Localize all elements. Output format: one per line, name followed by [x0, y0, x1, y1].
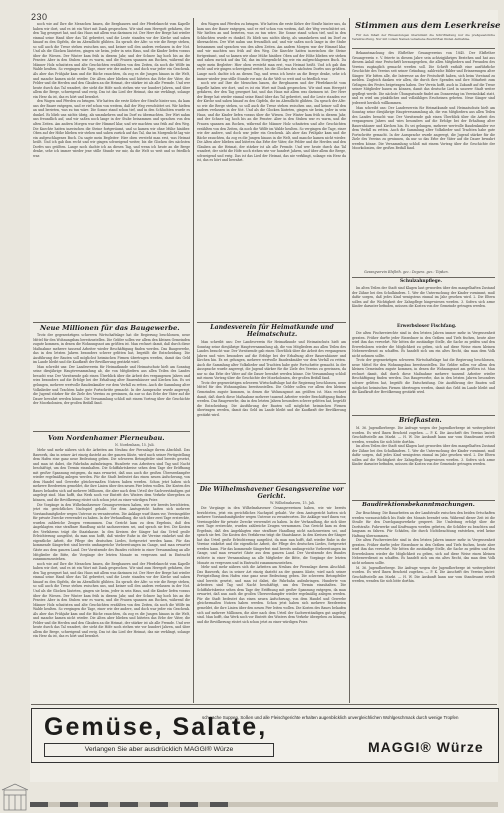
article-pier-text-2: Die Vorgänge in den Wilhelmshavener Gesangsvereinen haben, wie wir bereits berichteten, jetzt ein gerichtliches Nachspiel gehabt. Vor dem Amtsgericht hatten sich mehrere Vorstandsmitglieder wegen Untreue zu verantworten. Die Anklage warf ihnen vor, Vereinsgelder für private Zwecke verwendet zu haben. In der Verhandlung, die sich über zwei Tage erstreckte, wurden zahlreiche Zeugen vernommen. Das Gericht kam zu dem Ergebnis, daß den Angeklagten eine strafbare Handlung nicht nachzuweisen sei, und sprach sie frei. Die Kosten des Verfahrens trägt die Staatskasse. In den Kreisen der Sänger hat das Urteil große Erleichterung ausgelöst, da man nun hofft, daß wieder Ruhe in die Vereine einkehrt und die eigentliche Arbeit, die Pflege des deutschen Liedes, fortgesetzt werden kann. Für das kommende Sängerfest sind bereits umfangreiche Vorbereitungen im Gange, und man erwartet Gäste aus dem ganzen Land. Der Vorsitzende des Bundes richtete in einer Versammlung an alle Mitglieder die Bitte, die Vorgänge der letzten Monate zu vergessen und in Eintracht zusammenzustehen.	[33, 502, 190, 562]
maggi-advertisement	[31, 708, 499, 763]
rule-col3-0	[352, 48, 495, 49]
heading-new-millions: Neue Millionen für das Baugewerbe.	[40, 324, 180, 332]
rule-bottom	[31, 704, 497, 705]
ad-description: schwache Suppen, Soßen und alle Fleischgerichte erhalten augenblicklich unvergleichlichen Wohlgeschmack durch wenige Tropfen	[202, 715, 459, 720]
article-gesangvereine-text-2: Mehr und mehr nähern sich die Arbeiten am Neubau der Pieranlage ihrem Abschluß. Das Bauwerk, das in seiner Art einzig dasteht an der ganzen Küste, wird nach seiner Fertigstellung dem Hafen eine ganz neue Bedeutung geben. Die schweren Betonpfeiler sind bereits gesetzt, und man ist dabei, die Fahrbahn aufzubringen. Hunderte von Arbeitern sind Tag und Nacht beschäftigt, um den Termin einzuhalten. Die Schiffahrtskreise sehen dem Tage der Eröffnung mit großer Spannung entgegen, da man erwartet, daß nun auch die großen Überseedampfer wieder regelmäßig anlegen werden. Für die Stadt bedeutet das einen neuen Aufschwung, von dem Handel und Gewerbe gleichermaßen Nutzen haben werden. Schon jetzt haben sich mehrere Reedereien gemeldet, die ihre Linien über den neuen Pier leiten wollen. Die Kosten des Baues belaufen sich auf mehrere Millionen, die aber nach dem Urteil der Sachverständigen gut angelegt sind. Man hofft, das Werk noch vor Eintritt des Winters dem Verkehr übergeben zu können, und die Bevölkerung rüstet sich schon jetzt zu einer würdigen Feier.	[197, 565, 346, 624]
rule-col2-2	[197, 483, 346, 484]
page-number: 230	[31, 12, 48, 22]
column-divider-2	[349, 18, 350, 703]
article-gesangverein-elsfleth-text: Bekanntmachung des Elsflether Gesangvereins von 1845. Der Elsflether Gesangverein e. V. feierte in diesem Jahre sein achtzigjähriges Bestehen und hat aus diesem Anlaß eine Festschrift herausgegeben, die allen Mitgliedern und Freunden des Vereins zugänglich gemacht werden soll. Die Schrift enthält eine ausführliche Geschichte des Vereins seit seiner Gründung, zahlreiche Bilder und Erinnerungen alter Sänger. Wir bitten alle, die Interesse an der Festschrift haben, sich beim Vorstand zu melden. Zugleich danken wir allen, die durch ihre Spenden und ihre Mitarbeit zum Gelingen des Festes beigetragen haben. Der Verein hofft, auch in Zukunft auf die Treue seiner Mitglieder bauen zu können, damit das deutsche Lied in unserer Stadt weiter gepflegt werde. Die nächste Übungsstunde findet am Donnerstag im Vereinslokal statt, und es wird um pünktliches und vollzähliges Erscheinen gebeten. Neue Sänger sind jederzeit herzlich willkommen.	[352, 51, 495, 106]
rule-col1-1	[33, 322, 190, 323]
heading-gesangvereine: Die Wilhelmshavener Gesangsvereine vor Gericht.	[199, 486, 344, 500]
leserkreise-intro	[352, 33, 495, 47]
article-gesangverein-elsfleth-text-2: Man schreibt uns: Der Landesverein für Heimatkunde und Heimatschutz hielt am Sonntag seine diesjährige Hauptversammlung ab, die von Mitgliedern aus allen Teilen des Landes besucht war. Der Vorsitzende gab einen Überblick über die Arbeit des vergangenen Jahres und wies besonders auf die Erfolge bei der Erhaltung alter Bauernhäuser und Kirchen hin. Es sei gelungen, mehrere wertvolle Baudenkmäler vor dem Verfall zu retten. Auch die Sammlung alter Volkslieder und Trachten habe gute Fortschritte gemacht. In der Aussprache wurde angeregt, die Jugend stärker für die Ziele des Vereins zu gewinnen, da nur so das Erbe der Väter auf die Dauer bewahrt werden könne. Die Versammlung schloß mit einem Vortrag über die Geschichte der Moorkolonien, der großen Beifall fand.	[352, 105, 495, 151]
article-pier	[33, 448, 190, 703]
article-baudirektion	[352, 511, 495, 703]
article-baudirektion-text-3: M. 36. Jugendherberge. Die Anfrage wegen der Jugendherberge ist weitergeleitet worden. Es wird Ihnen Bescheid zugehen. — P. K. Die Anschrift des Vereins lautet: Geschäftsstelle am Markt. — H. W. Die Auskunft kann nur vom Standesamt erteilt werden, wenden Sie sich bitte dorthin.	[352, 565, 495, 584]
article-gesangverein-elsfleth	[352, 51, 495, 269]
rule-col2-1	[197, 322, 346, 323]
ad-callout-box: Verlangen Sie aber ausdrücklich MAGGI® Würze	[44, 743, 274, 757]
article-gesangvereine	[197, 506, 346, 703]
heading-schulzahnpflege: Schulzahnpflege.	[400, 279, 443, 284]
rule-col3-3	[352, 500, 495, 501]
signature-line: Gesangverein Elsfleth. gez.: Degenz. gez.: Töpken.	[364, 270, 449, 274]
article-schulzahnpflege	[352, 286, 495, 323]
ad-headline: Gemüse, Salate,	[44, 713, 268, 741]
heading-baudirektion: Baudirektionsbekanntmachungen.	[362, 502, 475, 508]
column-1-top-article	[33, 22, 190, 321]
article-baudirektion-text-2: Die alten Fischereirechte sind in den letzten Jahren immer mehr in Vergessenheit geraten. Früher durfte jeder Einwohner in den Gräben und Tiefs fischen, heute aber wird ihm das verwehrt. Wir bitten die zuständige Stelle, die Sache zu prüfen und den Erwerbslosen wieder die Möglichkeit zu geben, sich auf diese Weise einen kleinen Nebenverdienst zu schaffen. Es handelt sich um ein altes Recht, das man dem Volk nicht nehmen sollte.	[352, 538, 495, 566]
column-divider-1	[193, 18, 194, 703]
article-schulzahnpflege-text: Im alten Teilen der Stadt sind Klagen laut geworden über den mangelhaften Zustand der Zähne bei den Schulkindern. 1. Wer die Untersuchung der Kinder vornimmt, muß dafür sorgen, daß jedes Kind wenigstens einmal im Jahr gesehen wird. 2. Die Eltern sollen auf die Wichtigkeit der Zahnpflege hingewiesen werden. 3. Sofern sich arme Kinder darunter befinden, müssen die Kosten von der Gemeinde getragen werden.	[352, 286, 495, 309]
article-gesangvereine-text: Die Vorgänge in den Wilhelmshavener Gesangsvereinen haben, wie wir bereits berichteten, jetzt ein gerichtliches Nachspiel gehabt. Vor dem Amtsgericht hatten sich mehrere Vorstandsmitglieder wegen Untreue zu verantworten. Die Anklage warf ihnen vor, Vereinsgelder für private Zwecke verwendet zu haben. In der Verhandlung, die sich über zwei Tage erstreckte, wurden zahlreiche Zeugen vernommen. Das Gericht kam zu dem Ergebnis, daß den Angeklagten eine strafbare Handlung nicht nachzuweisen sei, und sprach sie frei. Die Kosten des Verfahrens trägt die Staatskasse. In den Kreisen der Sänger hat das Urteil große Erleichterung ausgelöst, da man nun hofft, daß wieder Ruhe in die Vereine einkehrt und die eigentliche Arbeit, die Pflege des deutschen Liedes, fortgesetzt werden kann. Für das kommende Sängerfest sind bereits umfangreiche Vorbereitungen im Gange, und man erwartet Gäste aus dem ganzen Land. Der Vorsitzende des Bundes richtete in einer Versammlung an alle Mitglieder die Bitte, die Vorgänge der letzten Monate zu vergessen und in Eintracht zusammenzustehen.	[197, 506, 346, 565]
article-briefkasten-text-2: Im alten Teilen der Stadt sind Klagen laut geworden über den mangelhaften Zustand der Zähne bei den Schulkindern. 1. Wer die Untersuchung der Kinder vornimmt, muß dafür sorgen, daß jedes Kind wenigstens einmal im Jahr gesehen wird. 2. Die Eltern sollen auf die Wichtigkeit der Zahnpflege hingewiesen werden. 3. Sofern sich arme Kinder darunter befinden, müssen die Kosten von der Gemeinde getragen werden.	[352, 444, 495, 467]
article-briefkasten-text: M. 36. Jugendherberge. Die Anfrage wegen der Jugendherberge ist weitergeleitet worden. Es wird Ihnen Bescheid zugehen. — P. K. Die Anschrift des Vereins lautet: Geschäftsstelle am Markt. — H. W. Die Auskunft kann nur vom Standesamt erteilt werden, wenden Sie sich bitte dorthin.	[352, 426, 495, 444]
column-2-top-article	[197, 22, 346, 321]
dateline-pier: N. Nordenham, 15. Juli.	[115, 443, 155, 447]
column-1-top-text: noch wie auf Ihre die Menschen bauen, die Bergbauern und der Pferdeknecht vom Kapelle haben wir dort, und es ist ein Wort mit Dank gesprochen. Wir sind zum Herrgott gefahren, der den Tag gesegnet hat, und das Haus mit allem was darinnen ist. Der Herr der Berge hat wieder einmal seine Hand über das Tal gebreitet, und die Leute standen vor der Kirche und sahen hinauf zu den Gipfeln, die im Abendlicht glühten. Da sprach der Alte: so wie die Berge stehen, so soll auch die Treue stehen zwischen uns, und keiner soll den andern verlassen in der Not. Und als die Glocken läuteten, gingen sie heim, jeder in sein Haus, und die Kinder liefen voraus über die Wiesen. Der Winter kam früh in diesem Jahr, und der Schnee lag hoch bis an die Fenster. Aber in den Stuben war es warm, und die Frauen spannen am Rocken, während die Männer Holz schnitzten und alte Geschichten erzählten von den Zeiten, da noch die Wölfe im Walde heulten. So vergingen die Tage, einer wie der andere, und doch war jeder ein Geschenk. Als aber das Frühjahr kam und die Bäche rauschten, da zog es die Jungen hinaus in die Welt, und manche kamen nicht wieder. Die Alten aber blieben und hüteten das Erbe der Väter, die Felder und die Herden und den Glauben an die Heimat, der stärker ist als alle Fremde. Und wer heute durch das Tal wandert, der sieht die Höfe noch stehen wie vor hundert Jahren, und über allem die Berge, schweigend und ewig. Das ist das Lied der Heimat, das nie verklingt, solange ein Herz da ist, das es hört und bewahrt.	[33, 22, 190, 99]
column-2-top-text-continued: noch wie auf Ihre die Menschen bauen, die Bergbauern und der Pferdeknecht vom Kapelle haben wir dort, und es ist ein Wort mit Dank gesprochen. Wir sind zum Herrgott gefahren, der den Tag gesegnet hat, und das Haus mit allem was darinnen ist. Der Herr der Berge hat wieder einmal seine Hand über das Tal gebreitet, und die Leute standen vor der Kirche und sahen hinauf zu den Gipfeln, die im Abendlicht glühten. Da sprach der Alte: so wie die Berge stehen, so soll auch die Treue stehen zwischen uns, und keiner soll den andern verlassen in der Not. Und als die Glocken läuteten, gingen sie heim, jeder in sein Haus, und die Kinder liefen voraus über die Wiesen. Der Winter kam früh in diesem Jahr, und der Schnee lag hoch bis an die Fenster. Aber in den Stuben war es warm, und die Frauen spannen am Rocken, während die Männer Holz schnitzten und alte Geschichten erzählten von den Zeiten, da noch die Wölfe im Walde heulten. So vergingen die Tage, einer wie der andere, und doch war jeder ein Geschenk. Als aber das Frühjahr kam und die Bäche rauschten, da zog es die Jungen hinaus in die Welt, und manche kamen nicht wieder. Die Alten aber blieben und hüteten das Erbe der Väter, die Felder und die Herden und den Glauben an die Heimat, der stärker ist als alle Fremde. Und wer heute durch das Tal wandert, der sieht die Höfe noch stehen wie vor hundert Jahren, und über allem die Berge, schweigend und ewig. Das ist das Lied der Heimat, das nie verklingt, solange ein Herz da ist, das es hört und bewahrt.	[197, 81, 346, 163]
article-fischfang-text: Die alten Fischereirechte sind in den letzten Jahren immer mehr in Vergessenheit geraten. Früher durfte jeder Einwohner in den Gräben und Tiefs fischen, heute aber wird ihm das verwehrt. Wir bitten die zuständige Stelle, die Sache zu prüfen und den Erwerbslosen wieder die Möglichkeit zu geben, sich auf diese Weise einen kleinen Nebenverdienst zu schaffen. Es handelt sich um ein altes Recht, das man dem Volk nicht nehmen sollte.	[352, 331, 495, 358]
leserkreise-intro-text: Für den Inhalt der Einsendungen übernimmt die Schriftleitung nur die preßgesetzliche Verantwortung. Nur mit vollem Namen versehene Zuschriften finden Aufnahme.	[352, 33, 495, 41]
ad-brand-logo: MAGGI® Würze	[368, 739, 484, 755]
article-new-millions	[33, 333, 190, 430]
rule-col3-1	[352, 277, 495, 278]
heading-fischfang: Erwerbsloser Fischfang.	[397, 324, 457, 329]
heading-briefkasten: Briefkasten.	[399, 417, 442, 424]
article-new-millions-text-2: Man schreibt uns: Der Landesverein für Heimatkunde und Heimatschutz hielt am Sonntag seine diesjährige Hauptversammlung ab, die von Mitgliedern aus allen Teilen des Landes besucht war. Der Vorsitzende gab einen Überblick über die Arbeit des vergangenen Jahres und wies besonders auf die Erfolge bei der Erhaltung alter Bauernhäuser und Kirchen hin. Es sei gelungen, mehrere wertvolle Baudenkmäler vor dem Verfall zu retten. Auch die Sammlung alter Volkslieder und Trachten habe gute Fortschritte gemacht. In der Aussprache wurde angeregt, die Jugend stärker für die Ziele des Vereins zu gewinnen, da nur so das Erbe der Väter auf die Dauer bewahrt werden könne. Die Versammlung schloß mit einem Vortrag über die Geschichte der Moorkolonien, der großen Beifall fand.	[33, 364, 190, 406]
heading-heimat-verein: Landesverein für Heimatkunde und Heimatschutz.	[210, 324, 334, 338]
article-baudirektion-text: Zur Beachtung: Die Bauarbeiten an der Landstraße zwischen den beiden Ortschaften werden voraussichtlich bis Ende des Monats beendet sein. Während dieser Zeit ist die Straße für den Durchgangsverkehr gesperrt. Die Umleitung erfolgt über die Dorfstraße. Fuhrwerke und Kraftwagen werden gebeten, die Schilder zu beachten und langsam zu fahren. Für Schäden, die durch Nichtbeachtung entstehen, wird keine Haftung übernommen.	[352, 511, 495, 538]
heading-leserkreise: Stimmen aus dem Leserkreise	[355, 21, 501, 31]
article-pier-text-3: noch wie auf Ihre die Menschen bauen, die Bergbauern und der Pferdeknecht vom Kapelle haben wir dort, und es ist ein Wort mit Dank gesprochen. Wir sind zum Herrgott gefahren, der den Tag gesegnet hat, und das Haus mit allem was darinnen ist. Der Herr der Berge hat wieder einmal seine Hand über das Tal gebreitet, und die Leute standen vor der Kirche und sahen hinauf zu den Gipfeln, die im Abendlicht glühten. Da sprach der Alte: so wie die Berge stehen, so soll auch die Treue stehen zwischen uns, und keiner soll den andern verlassen in der Not. Und als die Glocken läuteten, gingen sie heim, jeder in sein Haus, und die Kinder liefen voraus über die Wiesen. Der Winter kam früh in diesem Jahr, und der Schnee lag hoch bis an die Fenster. Aber in den Stuben war es warm, und die Frauen spannen am Rocken, während die Männer Holz schnitzten und alte Geschichten erzählten von den Zeiten, da noch die Wölfe im Walde heulten. So vergingen die Tage, einer wie der andere, und doch war jeder ein Geschenk. Als aber das Frühjahr kam und die Bäche rauschten, da zog es die Jungen hinaus in die Welt, und manche kamen nicht wieder. Die Alten aber blieben und hüteten das Erbe der Väter, die Felder und die Herden und den Glauben an die Heimat, der stärker ist als alle Fremde. Und wer heute durch das Tal wandert, der sieht die Höfe noch stehen wie vor hundert Jahren, und über allem die Berge, schweigend und ewig. Das ist das Lied der Heimat, das nie verklingt, solange ein Herz da ist, das es hört und bewahrt.	[33, 561, 190, 639]
dateline-gesangvereine: W. Wilhelmshaven, 15. Juli.	[270, 501, 316, 505]
article-heimat-verein-text: Man schreibt uns: Der Landesverein für Heimatkunde und Heimatschutz hielt am Sonntag seine diesjährige Hauptversammlung ab, die von Mitgliedern aus allen Teilen des Landes besucht war. Der Vorsitzende gab einen Überblick über die Arbeit des vergangenen Jahres und wies besonders auf die Erfolge bei der Erhaltung alter Bauernhäuser und Kirchen hin. Es sei gelungen, mehrere wertvolle Baudenkmäler vor dem Verfall zu retten. Auch die Sammlung alter Volkslieder und Trachten habe gute Fortschritte gemacht. In der Aussprache wurde angeregt, die Jugend stärker für die Ziele des Vereins zu gewinnen, da nur so das Erbe der Väter auf die Dauer bewahrt werden könne. Die Versammlung schloß mit einem Vortrag über die Geschichte der Moorkolonien, der großen Beifall fand.	[197, 340, 346, 381]
rule-col1-2	[33, 431, 190, 432]
article-pier-text: Mehr und mehr nähern sich die Arbeiten am Neubau der Pieranlage ihrem Abschluß. Das Bauwerk, das in seiner Art einzig dasteht an der ganzen Küste, wird nach seiner Fertigstellung dem Hafen eine ganz neue Bedeutung geben. Die schweren Betonpfeiler sind bereits gesetzt, und man ist dabei, die Fahrbahn aufzubringen. Hunderte von Arbeitern sind Tag und Nacht beschäftigt, um den Termin einzuhalten. Die Schiffahrtskreise sehen dem Tage der Eröffnung mit großer Spannung entgegen, da man erwartet, daß nun auch die großen Überseedampfer wieder regelmäßig anlegen werden. Für die Stadt bedeutet das einen neuen Aufschwung, von dem Handel und Gewerbe gleichermaßen Nutzen haben werden. Schon jetzt haben sich mehrere Reedereien gemeldet, die ihre Linien über den neuen Pier leiten wollen. Die Kosten des Baues belaufen sich auf mehrere Millionen, die aber nach dem Urteil der Sachverständigen gut angelegt sind. Man hofft, das Werk noch vor Eintritt des Winters dem Verkehr übergeben zu können, und die Bevölkerung rüstet sich schon jetzt zu einer würdigen Feier.	[33, 448, 190, 503]
rule-col3-2	[352, 415, 495, 416]
article-heimat-verein-text-2: Trotz der gegenwärtigen schweren Wirtschaftslage hat die Regierung beschlossen, neue Mittel für den Wohnungsbau bereitzustellen. Die Gelder sollen vor allem den kleinen Gemeinden zugute kommen, in denen die Wohnungsnot am größten ist. Man rechnet damit, daß durch diese Maßnahme mehrere tausend Arbeiter wieder Beschäftigung finden werden. Das Baugewerbe, das in den letzten Jahren besonders schwer gelitten hat, begrüßt die Entscheidung. Die Ausführung der Bauten soll möglichst heimischen Firmen übertragen werden, damit das Geld im Lande bleibt und die Kaufkraft der Bevölkerung gestärkt wird.	[197, 380, 346, 417]
article-heimat-verein	[197, 340, 346, 482]
column-1-top-text-continued: den Wagen und Pferden zu bringen. Wir hatten die erste Kehre der Straße hinter uns, da kam uns der Bauer entgegen, und er rief schon von weitem, daß der Weg verschüttet sei. Wir hielten an und berieten, was zu tun wäre. Die Sonne stand schon tief, und in den Schluchten wurde es dunkel. Es blieb uns nichts übrig, als umzukehren und im Dorf zu übernachten. Der Wirt nahm uns freundlich auf, und wir saßen noch lange in der Stube beisammen und sprachen von den alten Zeiten. Am andern Morgen war der Himmel klar, und wir machten uns früh auf den Weg. Die Knechte hatten inzwischen die Steine fortgeräumt, und so kamen wir ohne Mühe hinüber. Oben auf der Höhe blieben wir stehen und sahen zurück auf das Tal, das im Morgenlicht lag wie ein aufgeschlagenes Buch. Da sagte mein Begleiter: Hier oben versteht man erst, was Heimat heißt. Und ich gab ihm recht und wir gingen schweigend weiter, bis die Glocken des nächsten Dorfes uns grüßten. Lange noch dachte ich an diesen Tag, und wenn ich heute an die Berge denke, sehe ich immer wieder jene stille Stunde vor mir, da die Welt so weit und so friedlich war.	[33, 99, 190, 158]
heading-pier: Vom Nordenhamer Pierneubau.	[48, 434, 165, 442]
column-2-top-text: den Wagen und Pferden zu bringen. Wir hatten die erste Kehre der Straße hinter uns, da kam uns der Bauer entgegen, und er rief schon von weitem, daß der Weg verschüttet sei. Wir hielten an und berieten, was zu tun wäre. Die Sonne stand schon tief, und in den Schluchten wurde es dunkel. Es blieb uns nichts übrig, als umzukehren und im Dorf zu übernachten. Der Wirt nahm uns freundlich auf, und wir saßen noch lange in der Stube beisammen und sprachen von den alten Zeiten. Am andern Morgen war der Himmel klar, und wir machten uns früh auf den Weg. Die Knechte hatten inzwischen die Steine fortgeräumt, und so kamen wir ohne Mühe hinüber. Oben auf der Höhe blieben wir stehen und sahen zurück auf das Tal, das im Morgenlicht lag wie ein aufgeschlagenes Buch. Da sagte mein Begleiter: Hier oben versteht man erst, was Heimat heißt. Und ich gab ihm recht und wir gingen schweigend weiter, bis die Glocken des nächsten Dorfes uns grüßten. Lange noch dachte ich an diesen Tag, und wenn ich heute an die Berge denke, sehe ich immer wieder jene stille Stunde vor mir, da die Welt so weit und so friedlich war.	[197, 22, 346, 81]
article-fischfang	[352, 331, 495, 414]
article-fischfang-text-2: Trotz der gegenwärtigen schweren Wirtschaftslage hat die Regierung beschlossen, neue Mittel für den Wohnungsbau bereitzustellen. Die Gelder sollen vor allem den kleinen Gemeinden zugute kommen, in denen die Wohnungsnot am größten ist. Man rechnet damit, daß durch diese Maßnahme mehrere tausend Arbeiter wieder Beschäftigung finden werden. Das Baugewerbe, das in den letzten Jahren besonders schwer gelitten hat, begrüßt die Entscheidung. Die Ausführung der Bauten soll möglichst heimischen Firmen übertragen werden, damit das Geld im Lande bleibt und die Kaufkraft der Bevölkerung gestärkt wird.	[352, 358, 495, 395]
article-briefkasten	[352, 426, 495, 499]
article-new-millions-text: Trotz der gegenwärtigen schweren Wirtschaftslage hat die Regierung beschlossen, neue Mittel für den Wohnungsbau bereitzustellen. Die Gelder sollen vor allem den kleinen Gemeinden zugute kommen, in denen die Wohnungsnot am größten ist. Man rechnet damit, daß durch diese Maßnahme mehrere tausend Arbeiter wieder Beschäftigung finden werden. Das Baugewerbe, das in den letzten Jahren besonders schwer gelitten hat, begrüßt die Entscheidung. Die Ausführung der Bauten soll möglichst heimischen Firmen übertragen werden, damit das Geld im Lande bleibt und die Kaufkraft der Bevölkerung gestärkt wird.	[33, 333, 190, 365]
archive-footer-strip	[0, 782, 504, 813]
